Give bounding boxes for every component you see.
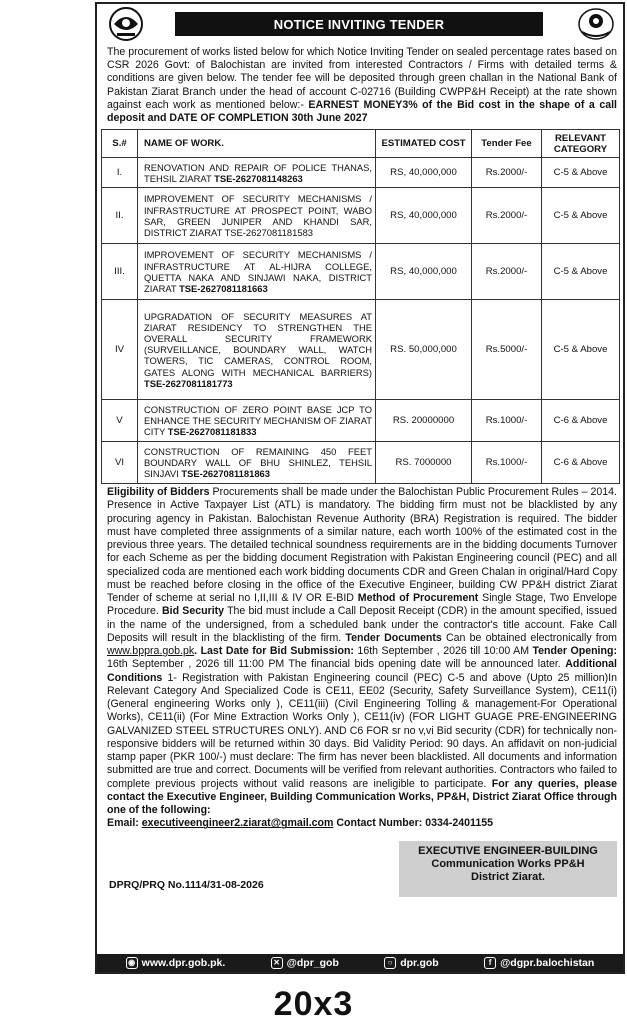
instagram-text: dpr.gob xyxy=(400,957,439,969)
tse-number: TSE-2627081181663 xyxy=(179,282,268,294)
additional-conditions-text: 1- Registration with Pakistan Engineering council (PEC) C-5 and above (Upto 25 million)In Relevant Category And Specialized Code is CE11, EE02 (Security, Safety Surveillance System), CE11(i) (General engineering Works only ), CE11(iii) (Civil Engineering Tolling & management-For Operational Works), CE11(ii) (For Mine Extraction Works Only ), CE11(iv) (FOR LIGHT GUAGE PRE-ENGINEERING GALVANIZED STEEL STRUCTURES ONLY). AND C6 FOR sr no v,vi Bid security (CDR) for technically non-responsive bidders will be returned within 30 days. Bid Validity Period: 90 days. An affidavit on non-judicial stamp paper (PKR 100/-) must declare: The firm has never been blacklisted. All documents and information submitted are true and correct. Documents will be verified from relevant authorities. Contractors who failed to complete previous projects without valid reasons are ineligible to participate. xyxy=(107,671,617,790)
work-name-text: IMPROVEMENT OF SECURITY MECHANISMS / INFRASTRUCTURE AT AL-HIJRA COLLEGE, QUETTA NAKA AND SINJAWI NAKA, DISTRICT ZIARAT xyxy=(144,249,372,294)
row-category: C-5 & Above xyxy=(542,158,620,188)
row-cost: RS. 7000000 xyxy=(376,442,472,484)
notice-header xyxy=(97,4,623,46)
notice-frame xyxy=(95,2,625,974)
header-cost: ESTIMATED COST xyxy=(376,130,472,158)
instagram-item[interactable] xyxy=(384,957,439,969)
additional-conditions-label: Additional Conditions xyxy=(107,658,617,684)
row-fee: Rs.1000/- xyxy=(472,400,542,442)
header-name: NAME OF WORK. xyxy=(138,130,376,158)
work-name-text: RENOVATION AND REPAIR OF POLICE THANAS, TEHSIL ZIARAT xyxy=(144,161,372,184)
works-table xyxy=(101,129,620,484)
intro-paragraph xyxy=(97,46,623,125)
exec-line-1: EXECUTIVE ENGINEER-BUILDING xyxy=(418,844,598,857)
row-sno: III. xyxy=(102,244,138,300)
row-work-name xyxy=(138,442,376,484)
row-sno: VI xyxy=(102,442,138,484)
email-link[interactable]: executiveengineer2.ziarat@gmail.com xyxy=(141,817,334,830)
table-row xyxy=(102,300,620,400)
intro-bold-text: EARNEST MONEY3% of the Bid cost in the shape of a call deposit and DATE OF COMPLETION 30th June 2027 xyxy=(107,98,617,125)
exec-line-2: Communication Works PP&H xyxy=(431,857,585,870)
method-text: Single Stage, Two Envelope Procedure. xyxy=(107,592,618,618)
footer-area xyxy=(97,831,623,897)
row-fee: Rs.5000/- xyxy=(472,300,542,400)
facebook-icon: f xyxy=(484,957,496,969)
row-category: C-6 & Above xyxy=(542,400,620,442)
executive-engineer-box xyxy=(399,841,617,897)
bid-security-text: The bid must include a Call Deposit Receipt (CDR) in the amount specified, issued in the name of the undersigned, from a scheduled bank under the contractor's title account. Fake Call Deposits will result in the blacklisting of the firm. xyxy=(107,605,618,644)
tse-number: TSE-2627081181833 xyxy=(167,426,257,438)
facebook-item[interactable] xyxy=(484,957,594,969)
website-item[interactable] xyxy=(126,957,226,969)
last-date-text: 16th September , 2026 till 10:00 AM xyxy=(353,645,533,658)
dpr-number: DPRQ/PRQ No.1114/31-08-2026 xyxy=(109,878,264,891)
row-work-name xyxy=(138,300,376,400)
conditions-paragraph xyxy=(97,484,623,831)
instagram-icon: ○ xyxy=(384,957,396,969)
row-sno: I. xyxy=(102,158,138,188)
opening-label: Tender Opening: xyxy=(532,645,617,658)
row-work-name xyxy=(138,188,376,244)
row-category: C-6 & Above xyxy=(542,442,620,484)
work-name-text: CONSTRUCTION OF REMAINING 450 FEET BOUNDARY WALL OF BHU SHINLEZ, TEHSIL SINJAVI xyxy=(144,445,372,480)
bid-security-label: Bid Security xyxy=(162,605,225,618)
tender-documents-label: Tender Documents xyxy=(345,631,442,644)
twitter-text: @dpr_gob xyxy=(286,957,339,969)
last-date-label: . Last Date for Bid Submission: xyxy=(194,645,354,658)
social-bar xyxy=(97,954,623,972)
tender-documents-text: Can be obtained electronically from xyxy=(441,631,617,644)
ad-size-label: 20x3 xyxy=(273,985,354,1023)
eligibility-text: Procurements shall be made under the Balochistan Public Procurement Rules – 2014. Presence in Active Taxpayer List (ATL) is mandatory. The bidding firm must not be blacklisted by any procuring agency in Pakistan. Balochistan Revenue Authority (BRA) Registration is required. The bidder must have completed three assignments of a similar nature, each worth 100% of the estimated cost in the previous three years. The detailed technical soundness requirements are in the bidding documents Turnover for each Scheme as per the bidding document Registration with Pakistan Engineering council (PEC) and all specialized coda are mentioned each work bidding documents CDR and Green Chalan in original/Hard Copy must be reached before closing in the office of the Executive Engineer, building CW PP&H district Ziarat Tender of scheme at serial no I,II,III & IV OR E-BID xyxy=(107,486,617,605)
intro-text: The procurement of works listed below for which Notice Inviting Tender on sealed percentage rates based on CSR 2026 Govt: of Balochistan are invited from interested Contractors / Firms with detailed terms & conditions are given below. The tender fee will be deposited through green challan in the National Bank of Pakistan Ziarat Branch under the head of account C-02716 (Building CWPP&H Receipt) at the rate shown against each work as mentioned below:- xyxy=(107,46,617,111)
table-row xyxy=(102,158,620,188)
department-logo-icon xyxy=(577,6,615,42)
table-row xyxy=(102,442,620,484)
row-fee: Rs.2000/- xyxy=(472,188,542,244)
header-category: RELEVANT CATEGORY xyxy=(542,130,620,158)
government-logo-icon xyxy=(107,6,145,42)
globe-icon: ◉ xyxy=(126,957,138,969)
work-name-text: UPGRADATION OF SECURITY MEASURES AT ZIARAT RESIDENCY TO STRENGTHEN THE OVERALL SECURITY FRAMEWORK (SURVEILLANCE, BOUNDARY WALL, WATCH TOWERS, TIC CAMERAS, CONTROL ROOM, GATES ALONG WITH MECHANICAL BARRIERS) xyxy=(144,310,372,378)
row-cost: RS. 50,000,000 xyxy=(376,300,472,400)
eligibility-label: Eligibility of Bidders xyxy=(107,486,210,499)
twitter-icon: ✕ xyxy=(271,957,283,969)
row-work-name xyxy=(138,400,376,442)
row-sno: II. xyxy=(102,188,138,244)
twitter-item[interactable] xyxy=(271,957,339,969)
work-name-text: IMPROVEMENT OF SECURITY MECHANISMS / INFRASTRUCTURE AT PROSPECT POINT, WABO SAR, GREEN JUNIPER AND KHANDI SAR, DISTRICT ZIARAT TSE-2627081181583 xyxy=(144,193,372,238)
table-row xyxy=(102,188,620,244)
contact-number: Contact Number: 0334-2401155 xyxy=(333,817,494,830)
row-cost: RS, 40,000,000 xyxy=(376,158,472,188)
method-label: Method of Procurement xyxy=(357,592,479,605)
row-category: C-5 & Above xyxy=(542,300,620,400)
email-label: Email: xyxy=(107,817,142,830)
work-name-text: CONSTRUCTION OF ZERO POINT BASE JCP TO ENHANCE THE SECURITY MECHANISM OF ZIARAT CITY xyxy=(144,403,372,438)
tse-number: TSE-2627081181863 xyxy=(181,468,270,480)
row-sno: IV xyxy=(102,300,138,400)
table-row xyxy=(102,244,620,300)
table-header-row xyxy=(102,130,620,158)
notice-title: NOTICE INVITING TENDER xyxy=(175,12,543,36)
row-cost: RS, 40,000,000 xyxy=(376,244,472,300)
row-cost: RS, 40,000,000 xyxy=(376,188,472,244)
row-category: C-5 & Above xyxy=(542,188,620,244)
row-sno: V xyxy=(102,400,138,442)
tse-number: TSE-2627081181773 xyxy=(144,377,233,389)
row-work-name xyxy=(138,158,376,188)
tse-number: TSE-2627081148263 xyxy=(214,172,303,184)
website-text: www.dpr.gob.pk. xyxy=(141,957,226,969)
exec-line-3: District Ziarat. xyxy=(471,870,545,883)
facebook-text: @dgpr.balochistan xyxy=(500,957,595,969)
row-work-name xyxy=(138,244,376,300)
bppra-link[interactable]: www.bppra.gob.pk xyxy=(107,645,195,658)
row-category: C-5 & Above xyxy=(542,244,620,300)
opening-text: 16th September , 2026 till 11:00 PM The financial bids opening date will be announced later. xyxy=(107,658,566,671)
row-fee: Rs.2000/- xyxy=(472,158,542,188)
row-fee: Rs.1000/- xyxy=(472,442,542,484)
header-fee: Tender Fee xyxy=(472,130,542,158)
row-cost: RS. 20000000 xyxy=(376,400,472,442)
queries-text: For any queries, please contact the Executive Engineer, Building Communication Works, PP&H, District Ziarat Office through one of the following: xyxy=(107,777,617,817)
table-row xyxy=(102,400,620,442)
row-fee: Rs.2000/- xyxy=(472,244,542,300)
header-sno: S.# xyxy=(102,130,138,158)
